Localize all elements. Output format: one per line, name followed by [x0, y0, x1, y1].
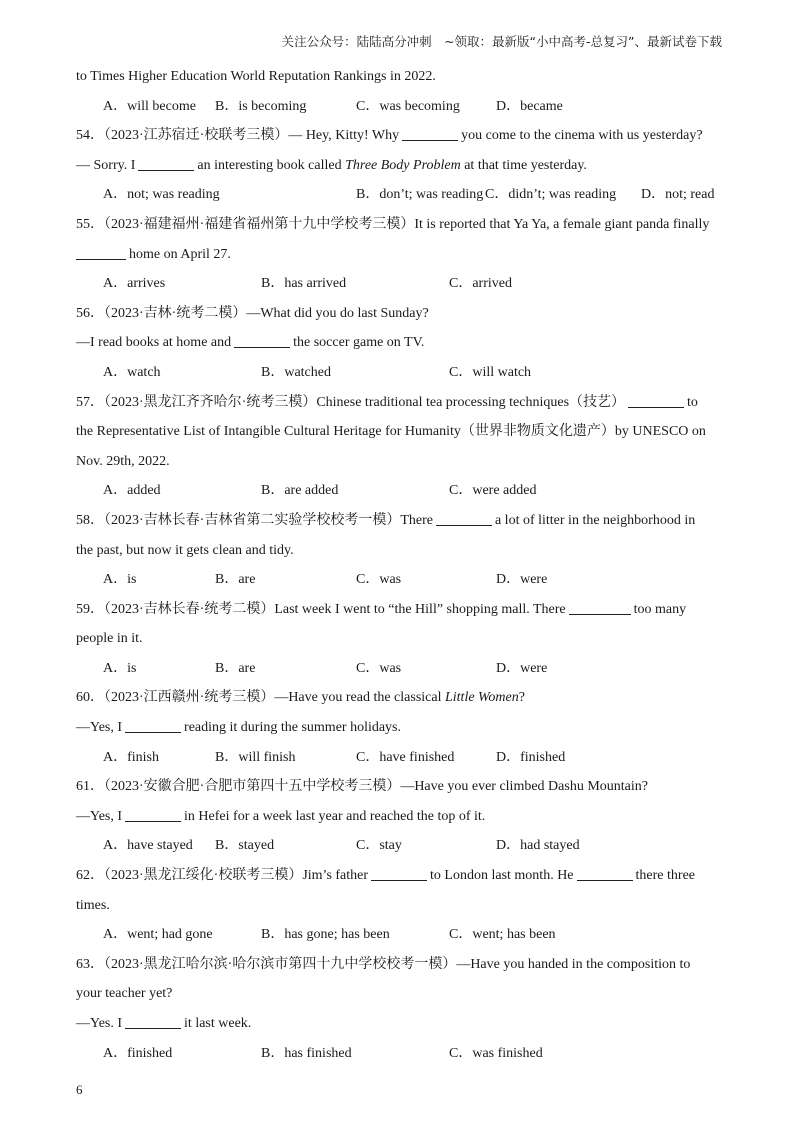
answer-blank [76, 245, 126, 260]
options-57 [76, 476, 726, 506]
question-62-cont: times. [76, 897, 110, 913]
options-59 [76, 654, 726, 684]
option-a: A．watch [103, 364, 161, 380]
option-c: C．was [356, 660, 402, 676]
option-b: B．has arrived [261, 276, 347, 292]
option-a: A．finished [103, 1045, 173, 1061]
option-b: B．has gone; has been [261, 927, 390, 943]
question-58: 58．（2023·吉林长春·吉林省第二实验学校校考一模）There a lot of litter in the neighborhood in [76, 512, 696, 528]
option-c: C．was [356, 572, 402, 588]
answer-blank [125, 718, 181, 733]
answer-blank [436, 511, 492, 526]
option-b: B．will finish [215, 749, 296, 765]
option-c: C．have finished [356, 749, 455, 765]
option-d: D．were [496, 572, 548, 588]
option-d: D．finished [496, 749, 566, 765]
question-61: 61．（2023·安徽合肥·合肥市第四十五中学校考三模）—Have you ever climbed Dashu Mountain? [76, 779, 648, 795]
options-55 [76, 269, 726, 299]
question-54: 54．（2023·江苏宿迁·校联考三模）— Hey, Kitty! Why you come to the cinema with us yesterday? [76, 128, 703, 144]
option-c: C．were added [449, 483, 537, 499]
option-a: A．have stayed [103, 838, 193, 854]
option-c: C．didn’t; was reading [485, 187, 617, 203]
option-d: D．not; read [641, 187, 715, 203]
page-header: 关注公众号：陆陆高分冲刺 ~领取：最新版“小中高考-总复习”、最新试卷下载 [281, 34, 722, 49]
option-a: A．went; had gone [103, 927, 213, 943]
option-b: B．are [215, 660, 256, 676]
option-a: A．will become [103, 98, 196, 114]
option-a: A．not; was reading [103, 187, 220, 203]
option-b: B．stayed [215, 838, 275, 854]
answer-blank [569, 600, 631, 615]
options-63 [76, 1039, 726, 1069]
question-60: 60．（2023·江西赣州·统考三模）—Have you read the classical Little Women? [76, 690, 525, 706]
question-63-cont: your teacher yet? [76, 986, 173, 1002]
option-b: B．watched [261, 364, 331, 380]
option-d: D．had stayed [496, 838, 580, 854]
option-b: B．are [215, 572, 256, 588]
option-a: A．is [103, 572, 137, 588]
option-a: A．is [103, 660, 137, 676]
answer-blank [628, 393, 684, 408]
options-61 [76, 831, 726, 861]
answer-blank [138, 156, 194, 171]
option-a: A．finish [103, 749, 159, 765]
option-b: B．don’t; was reading [356, 187, 484, 203]
option-c: C．stay [356, 838, 402, 854]
question-61-reply: —Yes, I in Hefei for a week last year and reached the top of it. [76, 808, 486, 824]
answer-blank [371, 866, 427, 881]
option-a: A．added [103, 483, 161, 499]
answer-blank [234, 333, 290, 348]
options-54 [76, 180, 726, 210]
options-56 [76, 358, 726, 388]
question-59: 59．（2023·吉林长春·统考二模）Last week I went to “the Hill” shopping mall. There too many [76, 601, 687, 617]
option-c: C．arrived [449, 276, 512, 292]
text-line: to Times Higher Education World Reputation Rankings in 2022. [76, 69, 436, 84]
option-c: C．went; has been [449, 927, 556, 943]
question-55-cont: home on April 27. [76, 240, 726, 270]
option-b: B．is becoming [215, 98, 307, 114]
page-number: 6 [76, 1082, 83, 1097]
question-58-cont: the past, but now it gets clean and tidy. [76, 542, 294, 558]
options-62 [76, 920, 726, 950]
question-list [76, 62, 726, 1068]
question-59-cont: people in it. [76, 631, 143, 647]
option-d: D．were [496, 660, 548, 676]
option-c: C．was finished [449, 1045, 543, 1061]
question-55: 55．（2023·福建福州·福建省福州第十九中学校考三模）It is reported that Ya Ya, a female giant panda finally [76, 216, 710, 232]
options-53 [76, 92, 726, 122]
question-56: 56．（2023·吉林·统考二模）—What did you do last Sunday? [76, 305, 429, 321]
book-title: Three Body Problem [345, 157, 461, 173]
question-63: 63．（2023·黑龙江哈尔滨·哈尔滨市第四十九中学校校考一模）—Have you handed in the composition to [76, 956, 691, 972]
options-60 [76, 743, 726, 773]
option-c: C．will watch [449, 364, 532, 380]
question-57-cont: the Representative List of Intangible Cultural Heritage for Humanity（世界非物质文化遗产）by UNESCO on [76, 424, 706, 440]
question-57: 57．（2023·黑龙江齐齐哈尔·统考三模）Chinese traditional tea processing techniques（技艺） to [76, 394, 698, 410]
answer-blank [125, 1014, 181, 1029]
question-60-reply: —Yes, I reading it during the summer holidays. [76, 720, 402, 736]
option-b: B．has finished [261, 1045, 352, 1061]
option-a: A．arrives [103, 276, 166, 292]
option-b: B．are added [261, 483, 339, 499]
question-62: 62．（2023·黑龙江绥化·校联考三模）Jim’s father to London last month. He there three [76, 868, 695, 884]
answer-blank [402, 126, 458, 141]
options-58 [76, 565, 726, 595]
question-56-reply: —I read books at home and the soccer game on TV. [76, 335, 425, 351]
question-63-reply: —Yes. I it last week. [76, 1016, 252, 1031]
answer-blank [125, 807, 181, 822]
book-title: Little Women [444, 690, 519, 706]
question-54-reply: — Sorry. I an interesting book called Three Body Problem at that time yesterday. [76, 157, 587, 173]
answer-blank [577, 866, 633, 881]
option-c: C．was becoming [356, 98, 460, 114]
question-57-cont: Nov. 29th, 2022. [76, 453, 170, 469]
option-d: D．became [496, 98, 563, 114]
